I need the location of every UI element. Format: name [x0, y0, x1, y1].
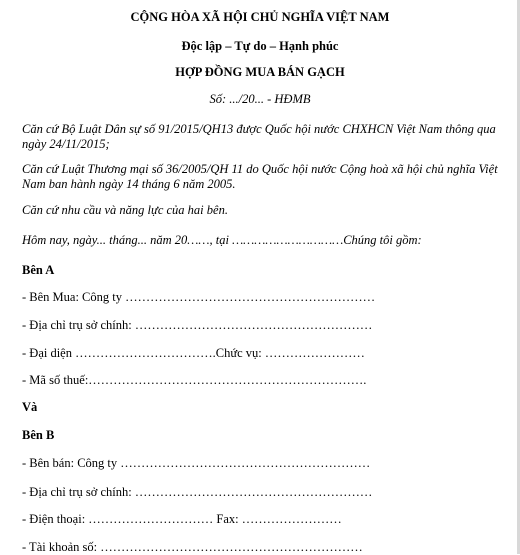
party-a-buyer: - Bên Mua: Công ty ……………………………………………………: [22, 290, 376, 304]
motto: Độc lập – Tự do – Hạnh phúc: [181, 39, 339, 53]
party-a-tax-code: - Mã số thuế:………………………………………………………….: [22, 373, 367, 387]
contract-number: Số: .../20... - HĐMB: [209, 92, 311, 106]
party-a-representative: - Đại diện …………………………….Chức vụ: ……………………: [22, 346, 365, 360]
legal-basis-needs: Căn cứ nhu cầu và năng lực của hai bên.: [22, 203, 228, 217]
national-title: CỘNG HÒA XÃ HỘI CHỦ NGHĨA VIỆT NAM: [130, 10, 390, 24]
contract-date-place: Hôm nay, ngày... tháng... năm 20……, tại …………………………Chúng tôi gồm:: [22, 233, 422, 247]
legal-basis-commercial-law: Căn cứ Luật Thương mại số 36/2005/QH 11 do Quốc hội nước Cộng hoà xã hội chủ nghĩa Việt Nam ban hành ngày 14 tháng 6 năm 2005.: [22, 162, 498, 191]
legal-basis-civil-code: Căn cứ Bộ Luật Dân sự số 91/2015/QH13 được Quốc hội nước CHXHCN Việt Nam thông qua ngày 24/11/2015;: [22, 122, 496, 151]
and-label: Và: [22, 400, 38, 414]
party-b-account: - Tài khoản số: ………………………………………………………: [22, 540, 363, 554]
contract-title: HỢP ĐỒNG MUA BÁN GẠCH: [175, 65, 345, 79]
party-a-address: - Địa chỉ trụ sở chính: …………………………………………………: [22, 318, 373, 332]
party-b-address: - Địa chỉ trụ sở chính: …………………………………………………: [22, 485, 373, 499]
party-b-seller: - Bên bán: Công ty ……………………………………………………: [22, 456, 371, 470]
party-b-heading: Bên B: [22, 428, 55, 442]
party-a-heading: Bên A: [22, 263, 55, 277]
party-b-phone: - Điện thoại: ………………………… Fax: ……………………: [22, 512, 342, 526]
